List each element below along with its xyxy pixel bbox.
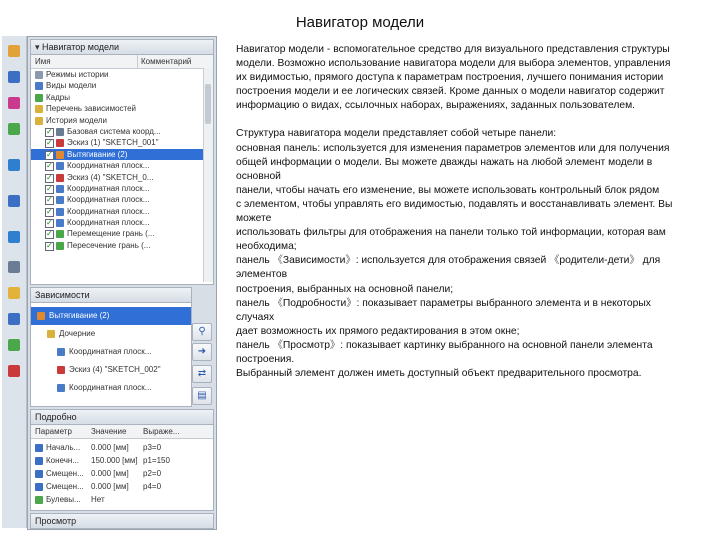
description-line: информацию о видах, ссылочных наборах, выражениях, заданных пользователем.	[236, 100, 636, 112]
details-row[interactable]	[31, 480, 213, 493]
description-line: элементов	[236, 269, 288, 281]
description-paragraph-1	[236, 43, 712, 113]
main-scroll-thumb[interactable]	[205, 84, 211, 124]
column-name[interactable]: Имя	[35, 57, 51, 66]
tree-item-label: Эскиз (4) "SKETCH_0...	[67, 172, 154, 182]
description-line: их видимостью, прямого доступа к параметрам построения, лучшего понимания истории	[236, 72, 664, 84]
tree-item[interactable]	[31, 115, 213, 126]
swap-icon[interactable]: ⇄	[192, 365, 212, 383]
tool-button-3[interactable]	[5, 94, 23, 112]
details-row[interactable]	[31, 441, 213, 454]
tree-item[interactable]	[31, 240, 213, 251]
tree-item-icon	[56, 230, 64, 238]
details-value: 150.000 [мм]	[91, 456, 138, 465]
details-table	[31, 441, 213, 506]
tree-item[interactable]	[31, 103, 213, 114]
tool-button-4[interactable]	[5, 120, 23, 138]
tool-button-10[interactable]	[5, 310, 23, 328]
dependencies-panel	[30, 287, 192, 407]
visibility-checkbox[interactable]	[45, 230, 54, 239]
dependency-item[interactable]	[31, 307, 191, 325]
description-line: Навигатор модели - вспомогательное средство для визуального представления структуры	[236, 44, 670, 55]
dependency-icon	[57, 384, 65, 392]
description-line: панели, чтобы начать его изменение, вы можете использовать контрольный блок рядом	[236, 184, 660, 196]
tree-item-label: Координатная плоск...	[67, 195, 150, 205]
parameter-icon	[35, 470, 43, 478]
tree-item-label: Координатная плоск...	[67, 218, 150, 228]
collapse-icon[interactable]: ▾	[35, 42, 43, 52]
tree-item[interactable]	[31, 206, 213, 217]
tree-item-icon	[35, 117, 43, 125]
tree-item-icon	[56, 128, 64, 136]
tree-item-label: Базовая система коорд...	[67, 126, 161, 136]
tool-button-5[interactable]	[5, 156, 23, 174]
tree-item-icon	[56, 219, 64, 227]
details-row[interactable]	[31, 467, 213, 480]
visibility-checkbox[interactable]	[45, 151, 54, 160]
tree-item[interactable]	[31, 194, 213, 205]
description-line: модели. Возможно использование навигатора модели для выбора элементов, управления	[236, 58, 671, 70]
dependency-item[interactable]	[31, 325, 191, 343]
details-column-header	[31, 425, 213, 439]
column-param[interactable]: Параметр	[35, 427, 72, 436]
dependency-label: Эскиз (4) "SKETCH_002"	[69, 365, 161, 374]
details-param: Смещен...	[46, 469, 84, 478]
description	[236, 43, 712, 381]
arrow-right-icon[interactable]: ➜	[192, 343, 212, 361]
main-panel-header	[31, 40, 213, 55]
tree-item-label: Перечень зависимостей	[46, 104, 137, 114]
dependency-item[interactable]	[31, 361, 191, 379]
visibility-checkbox[interactable]	[45, 196, 54, 205]
description-line: построения.	[236, 353, 295, 365]
tool-button-6[interactable]	[5, 192, 23, 210]
parameter-icon	[35, 496, 43, 504]
preview-panel	[30, 513, 214, 529]
tool-button-7[interactable]	[5, 228, 23, 246]
details-row[interactable]	[31, 454, 213, 467]
tree-item[interactable]	[31, 80, 213, 91]
details-value: 0.000 [мм]	[91, 469, 129, 478]
tree-item-label: Координатная плоск...	[67, 183, 150, 193]
dependency-label: Дочерние	[59, 329, 96, 338]
visibility-checkbox[interactable]	[45, 128, 54, 137]
description-line: Структура навигатора модели представляет собой четыре панели:	[236, 128, 557, 140]
tree-item-icon	[35, 82, 43, 90]
tree-item-icon	[56, 139, 64, 147]
description-line: можете	[236, 213, 272, 225]
description-line: дает возможность их прямого редактирования в этом окне;	[236, 325, 520, 337]
tree-item-label: Координатная плоск...	[67, 206, 150, 216]
dependency-icon	[37, 312, 45, 320]
dependency-icon	[57, 366, 65, 374]
dependency-icon	[57, 348, 65, 356]
tool-button-2[interactable]	[5, 68, 23, 86]
tree-item[interactable]	[31, 228, 213, 239]
details-row[interactable]	[31, 493, 213, 506]
column-value[interactable]: Значение	[91, 427, 127, 436]
visibility-checkbox[interactable]	[45, 139, 54, 148]
tree-item-icon	[56, 242, 64, 250]
visibility-checkbox[interactable]	[45, 242, 54, 251]
description-line: с элементом, чтобы управлять его видимостью, подавлять и восстанавливать элемент. Вы	[236, 198, 673, 210]
tree-item[interactable]	[31, 92, 213, 103]
details-expr: p1=150	[143, 456, 170, 465]
description-paragraph-2	[236, 127, 712, 381]
visibility-checkbox[interactable]	[45, 162, 54, 171]
tree-item-icon	[35, 71, 43, 79]
tree-item-icon	[56, 151, 64, 159]
column-expr[interactable]: Выраже...	[143, 427, 180, 436]
page-title: Навигатор модели	[295, 14, 425, 31]
parameter-icon	[35, 457, 43, 465]
details-param: Смещен...	[46, 482, 84, 491]
parameter-icon	[35, 444, 43, 452]
description-line: использовать фильтры для отображения на панели только той информации, которая вам	[236, 227, 666, 239]
details-value: 0.000 [мм]	[91, 443, 129, 452]
tree-item-icon	[56, 162, 64, 170]
tool-button-8[interactable]	[5, 258, 23, 276]
dependency-icon	[47, 330, 55, 338]
model-navigator-window	[27, 36, 217, 530]
main-column-header	[31, 55, 213, 69]
details-value: 0.000 [мм]	[91, 482, 129, 491]
description-line: основная панель: используется для изменения параметров элементов или для получения	[236, 142, 670, 154]
description-line: построения модели и ее логических связей. Кроме данных о модели навигатор содержит	[236, 86, 665, 98]
dependency-label: Вытягивание (2)	[49, 311, 110, 320]
details-header: Подробно	[31, 410, 213, 425]
main-panel-title: Навигатор модели	[42, 42, 120, 52]
tree-item-icon	[56, 196, 64, 204]
zoom-icon[interactable]: ⚲	[192, 323, 212, 341]
dependency-label: Координатная плоск...	[69, 383, 152, 392]
description-line: Выбранный элемент должен иметь доступный объект предварительного просмотра.	[236, 368, 642, 380]
details-expr: p4=0	[143, 482, 162, 491]
tree-item-label: Кадры	[46, 92, 70, 102]
details-param: Началь...	[46, 443, 81, 452]
description-line: панель 《Просмотр》: показывает картинку выбранного на основной панели элемента	[236, 339, 653, 351]
vertical-toolbar	[2, 36, 27, 528]
tree-item-label: Режимы истории	[46, 70, 109, 79]
description-line: панель 《Зависимости》: используется для отображения связей 《родители-дети》 для	[236, 255, 661, 267]
visibility-checkbox[interactable]	[45, 219, 54, 228]
details-value: Нет	[91, 495, 105, 504]
details-panel	[30, 409, 214, 511]
details-expr: p2=0	[143, 469, 162, 478]
dependency-label: Координатная плоск...	[69, 347, 152, 356]
dependencies-tree	[31, 307, 191, 397]
tool-button-11[interactable]	[5, 336, 23, 354]
visibility-checkbox[interactable]	[45, 208, 54, 217]
description-line: построения, выбранных на основной панели;	[236, 283, 454, 295]
tree-item-label: История модели	[46, 115, 108, 125]
description-line: случаях	[236, 311, 275, 323]
description-line: общей информации о модели. Вы можете дважды нажать на любой элемент модели в	[236, 156, 653, 168]
tree-item[interactable]	[31, 217, 213, 228]
main-scrollbar[interactable]	[203, 68, 213, 282]
main-panel	[30, 39, 214, 285]
description-line: панель 《Подробности》: показывает параметры выбранного элемента и в некоторых	[236, 297, 651, 309]
dependencies-header: Зависимости	[31, 288, 191, 303]
tree-item-icon	[35, 94, 43, 102]
tree-item-label: Координатная плоск...	[67, 161, 150, 171]
tree-item-icon	[35, 105, 43, 113]
tree-item[interactable]	[31, 183, 213, 194]
column-comment[interactable]: Комментарий	[137, 55, 191, 68]
tool-button-12[interactable]	[5, 362, 23, 380]
tree-item-icon	[56, 174, 64, 182]
filter-icon[interactable]: ▤	[192, 387, 212, 405]
description-line: необходима;	[236, 241, 297, 253]
tool-button-9[interactable]	[5, 284, 23, 302]
tree-item-label: Перемещение грань (...	[67, 229, 155, 239]
visibility-checkbox[interactable]	[45, 185, 54, 194]
tool-button-1[interactable]	[5, 42, 23, 60]
tree-item[interactable]	[31, 126, 213, 137]
tree-item-label: Пересечение грань (...	[67, 240, 151, 250]
tree-item[interactable]	[31, 172, 213, 183]
description-line: основной	[236, 170, 281, 182]
preview-header: Просмотр	[31, 514, 213, 529]
details-expr: p3=0	[143, 443, 162, 452]
visibility-checkbox[interactable]	[45, 174, 54, 183]
tree-item[interactable]	[31, 137, 213, 148]
tree-item-icon	[56, 185, 64, 193]
tree-item-label: Вытягивание (2)	[67, 149, 128, 159]
parameter-icon	[35, 483, 43, 491]
model-tree	[31, 69, 213, 251]
details-param: Конечн...	[46, 456, 79, 465]
dependency-item[interactable]	[31, 343, 191, 361]
tree-item[interactable]	[31, 160, 213, 171]
details-param: Булевы...	[46, 495, 81, 504]
tree-item[interactable]	[31, 149, 213, 160]
tree-item-label: Виды модели	[46, 81, 97, 91]
tree-item-icon	[56, 208, 64, 216]
tree-item-label: Эскиз (1) "SKETCH_001"	[67, 138, 159, 148]
dependency-item[interactable]	[31, 379, 191, 397]
tree-item[interactable]	[31, 69, 213, 80]
